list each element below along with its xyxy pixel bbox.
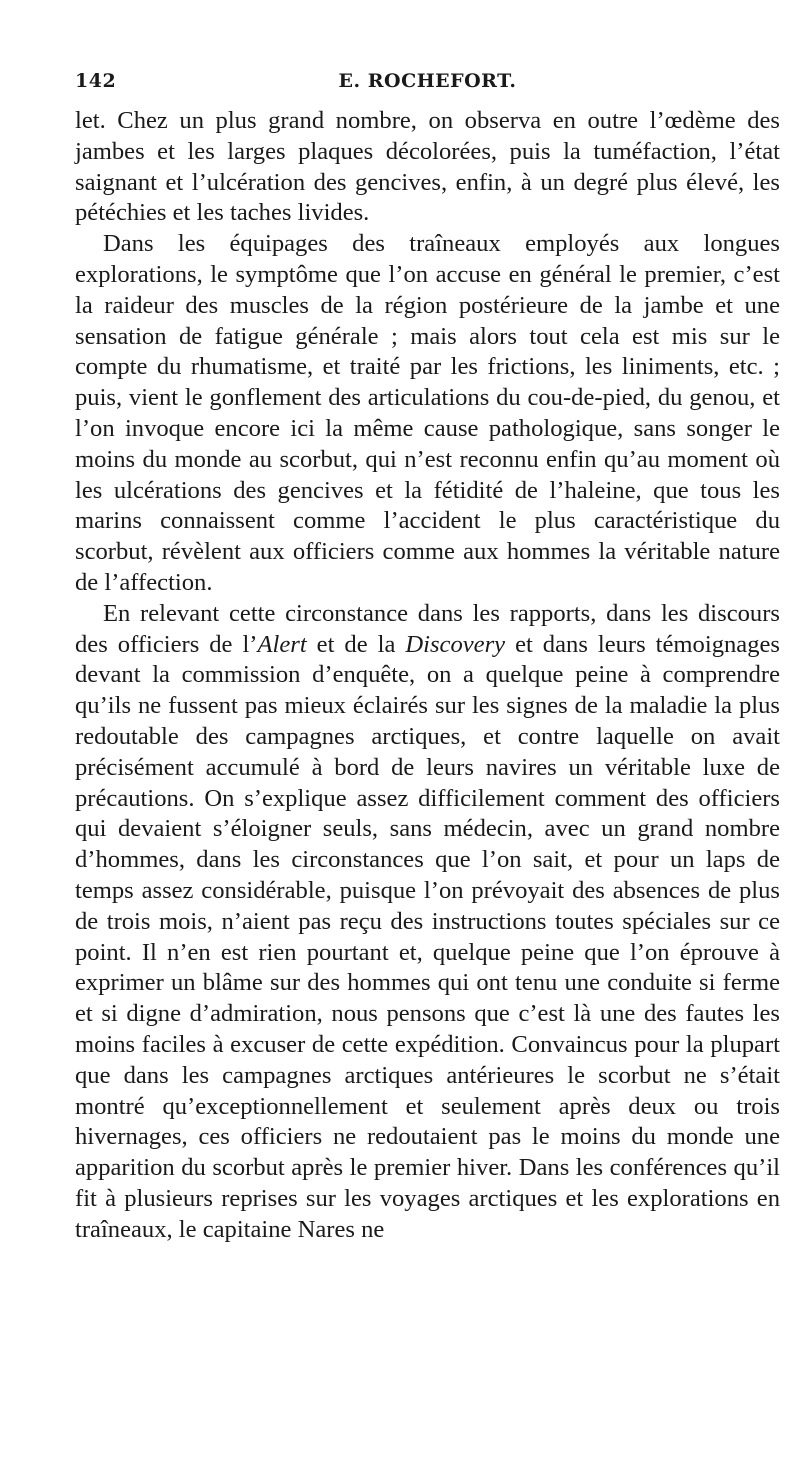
running-head <box>75 70 780 106</box>
paragraph-text-start: En relevant cette circonstance dans les rapports, dans les discours des officiers de l’ <box>75 599 780 658</box>
paragraph-text-end: et dans leurs témoignages devant la commission d’enquête, on a quelque peine à comprendre qu’ils ne fussent pas mieux éclairés sur les signes de la maladie la plus redoutable des campagnes arctiques, et contre laquelle on avait précisément accumulé à bord de leurs navires un véritable luxe de précautions. On s’explique assez difficilement comment des officiers qui devaient s’éloigner seuls, sans médecin, avec un grand nombre d’hommes, dans les circonstances que l’on sait, et pour un laps de temps assez considérable, puisque l’on prévoyait des absences de plus de trois mois, n’aient pas reçu des instructions toutes spéciales sur ce point. Il n’en est rien pourtant et, quelque peine que l’on éprouve à exprimer un blâme sur des hommes qui ont tenu une conduite si ferme et si digne d’admiration, nous pensons que c’est là une des fautes les moins faciles à excuser de cette expédition. Convaincus pour la plupart que dans les campagnes arctiques antérieures le scorbut ne s’était montré qu’exceptionnellement et seulement après deux ou trois hivernages, ces officiers ne redoutaient pas le moins du monde une apparition du scorbut après le premier hiver. Dans les conférences qu’il fit à plusieurs reprises sur les voyages arctiques et les explorations en traîneaux, le capitaine Nares ne <box>75 630 780 1243</box>
body-text <box>75 106 780 1245</box>
paragraph-text-middle: et de la <box>306 630 406 658</box>
ship-name-discovery: Discovery <box>405 630 506 658</box>
paragraph-continued: let. Chez un plus grand nombre, on observa en outre l’œdème des jambes et les larges plaques décolorées, puis la tuméfaction, l’état saignant et l’ulcération des gencives, enfin, à un degré plus élevé, les pétéchies et les taches livides. <box>75 107 780 227</box>
page-number: 142 <box>75 70 117 92</box>
book-page <box>75 70 780 1245</box>
running-title: E. ROCHEFORT. <box>338 70 517 92</box>
paragraph-sledge-crews: Dans les équipages des traîneaux employés aux longues explorations, le symptôme que l’on accuse en général le premier, c’est la raideur des muscles de la région postérieure de la jambe et une sensation de fatigue générale ; mais alors tout cela est mis sur le compte du rhumatisme, et traité par les frictions, les liniments, etc. ; puis, vient le gonflement des articulations du cou-de-pied, du genou, et l’on invoque encore ici la même cause pathologique, sans songer le moins du monde au scorbut, qui n’est reconnu enfin qu’au moment où les ulcérations des gencives et la fétidité de l’haleine, que tous les marins connaissent comme l’accident le plus caractéristique du scorbut, révèlent aux officiers comme aux hommes la véritable nature de l’affection. <box>75 230 780 596</box>
ship-name-alert: Alert <box>257 630 307 658</box>
paragraph-officers-reports <box>75 599 780 1246</box>
